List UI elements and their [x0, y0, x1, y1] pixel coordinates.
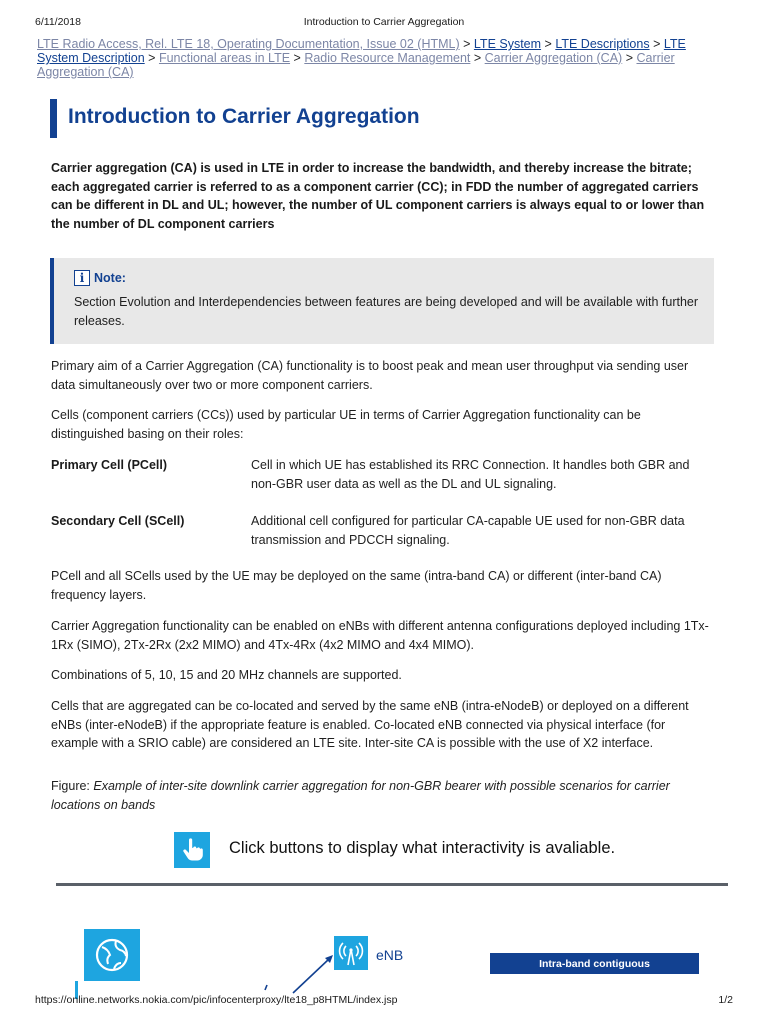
print-date: 6/11/2018: [35, 16, 81, 28]
breadcrumb: [37, 37, 717, 79]
note-box: [50, 258, 714, 344]
intra-band-contiguous-button[interactable]: Intra-band contiguous: [490, 953, 699, 974]
definition-description: Additional cell configured for particular CA-capable UE used for non-GBR data transmission and PDCCH signaling.: [251, 514, 685, 547]
breadcrumb-separator: >: [544, 37, 556, 51]
print-url: https://online.networks.nokia.com/pic/infocenterproxy/lte18_p8HTML/index.jsp: [35, 994, 398, 1006]
intro-paragraph: Carrier aggregation (CA) is used in LTE in order to increase the bandwidth, and thereby increase the bitrate; each aggregated carrier is referred to as a component carrier (CC); in FDD the number of aggregated carriers can be different in DL and UL; however, the number of UL component carriers is always equal to or lower than the number of DL component carriers: [51, 161, 705, 231]
note-label: Note:: [94, 271, 126, 285]
breadcrumb-link-lte-radio-access[interactable]: LTE Radio Access, Rel. LTE 18, Operating Documentation, Issue 02 (HTML): [37, 37, 460, 51]
paragraph-primary-aim: Primary aim of a Carrier Aggregation (CA) functionality is to boost peak and mean user throughput via sending user data simultaneously over two or more component carriers.: [51, 359, 689, 392]
figure-caption: [51, 777, 711, 814]
enb-label: eNB: [376, 947, 404, 963]
note-text: Section Evolution and Interdependencies between features are being developed and will be available with further releases.: [74, 295, 699, 328]
breadcrumb-link-carrier-aggregation-current[interactable]: Carrier Aggregation (CA): [37, 51, 675, 79]
interactivity-instruction: Click buttons to display what interactivity is avaliable.: [229, 839, 616, 857]
breadcrumb-link-radio-resource-management[interactable]: Radio Resource Management: [304, 51, 471, 65]
pointing-hand-icon[interactable]: [174, 832, 210, 868]
print-footer: [35, 994, 733, 1008]
figure-caption-text: Example of inter-site downlink carrier aggregation for non-GBR bearer with possible scenarios for carrier locations on bands: [51, 779, 670, 812]
figure-label: Figure:: [51, 779, 94, 793]
antenna-icon[interactable]: [334, 936, 368, 970]
breadcrumb-separator: >: [148, 51, 159, 65]
breadcrumb-separator: >: [625, 51, 637, 65]
breadcrumb-separator: >: [463, 37, 474, 51]
paragraph-colocated-cells: Cells that are aggregated can be co-located and served by the same eNB (intra-eNodeB) or deployed on a different eNBs (inter-eNodeB) if the appropriate feature is enabled. Co-located eNB connected via physical interface (for example with a SRIO cable) are considered an LTE site. Inter-site CA is possible with the use of X2 interface.: [51, 699, 689, 750]
definition-term: Secondary Cell (SCell): [51, 514, 185, 528]
page-number: 1/2: [718, 994, 733, 1006]
print-header: [35, 16, 733, 30]
info-icon: i: [74, 270, 90, 286]
breadcrumb-link-functional-areas[interactable]: Functional areas in LTE: [158, 51, 291, 65]
signal-arrow: [255, 955, 335, 995]
breadcrumb-link-lte-system-description[interactable]: LTE System Description: [37, 37, 686, 65]
breadcrumb-separator: >: [653, 37, 664, 51]
definition-description: Cell in which UE has established its RRC Connection. It handles both GBR and non-GBR user data as well as the DL and UL signaling.: [251, 458, 690, 491]
breadcrumb-link-lte-descriptions[interactable]: LTE Descriptions: [555, 37, 650, 51]
title-accent-bar: [50, 99, 57, 138]
globe-icon[interactable]: [84, 929, 140, 981]
definition-term: Primary Cell (PCell): [51, 458, 168, 472]
paragraph-pcell-scells: PCell and all SCells used by the UE may be deployed on the same (intra-band CA) or different (inter-band CA) frequency layers.: [51, 569, 662, 602]
paragraph-channel-combinations: Combinations of 5, 10, 15 and 20 MHz channels are supported.: [51, 668, 402, 682]
breadcrumb-link-lte-system[interactable]: LTE System: [473, 37, 542, 51]
print-title: Introduction to Carrier Aggregation: [303, 16, 465, 28]
note-header: [74, 270, 126, 286]
paragraph-antenna-configs: Carrier Aggregation functionality can be enabled on eNBs with different antenna configurations deployed including 1Tx-1Rx (SIMO), 2Tx-2Rx (2x2 MIMO) and 4Tx-4Rx (4x2 MIMO and 4x4 MIMO).: [51, 619, 709, 652]
breadcrumb-separator: >: [473, 51, 485, 65]
breadcrumb-separator: >: [293, 51, 305, 65]
paragraph-cells-roles: Cells (component carriers (CCs)) used by particular UE in terms of Carrier Aggregation functionality can be distinguished basing on their roles:: [51, 408, 641, 441]
page-title: Introduction to Carrier Aggregation: [68, 105, 420, 128]
breadcrumb-link-carrier-aggregation[interactable]: Carrier Aggregation (CA): [484, 51, 623, 65]
figure-divider: [56, 883, 728, 886]
